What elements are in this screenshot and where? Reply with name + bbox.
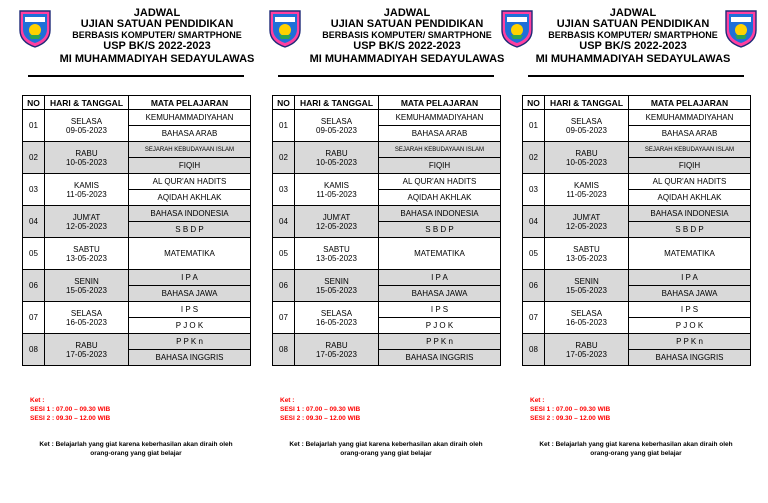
- title-line-2: UJIAN SATUAN PENDIDIKAN: [330, 18, 484, 30]
- motivation-line-2: orang-orang yang giat belajar: [340, 450, 432, 457]
- table-row: [23, 302, 251, 318]
- subject-cell: KEMUHAMMADIYAHAN: [629, 110, 751, 126]
- day-label: SENIN: [74, 276, 99, 286]
- date-label: 17-05-2023: [66, 349, 107, 359]
- table-row: [273, 110, 501, 126]
- subject-cell: P J O K: [629, 318, 751, 334]
- subject-cell: S B D P: [629, 222, 751, 238]
- session-2: SESI 2 : 09.30 – 12.00 WIB: [280, 415, 361, 422]
- date-label: 12-05-2023: [566, 221, 607, 231]
- row-number: 06: [523, 270, 545, 302]
- subject-cell: P P K n: [129, 334, 251, 350]
- day-label: KAMIS: [324, 180, 349, 190]
- table-row: [23, 206, 251, 222]
- row-number: 08: [23, 334, 45, 366]
- row-number: 05: [273, 238, 295, 270]
- date-label: 17-05-2023: [566, 349, 607, 359]
- row-number: 01: [23, 110, 45, 142]
- table-row: [523, 238, 751, 270]
- day-date-cell: [295, 270, 379, 302]
- subject-cell: AQIDAH AKHLAK: [629, 190, 751, 206]
- row-number: 07: [523, 302, 545, 334]
- date-label: 10-05-2023: [566, 157, 607, 167]
- day-label: SENIN: [324, 276, 349, 286]
- table-row: [23, 238, 251, 270]
- title-line-3: BERBASIS KOMPUTER/ SMARTPHONE: [322, 30, 492, 40]
- day-date-cell: [545, 270, 629, 302]
- date-label: 16-05-2023: [316, 317, 357, 327]
- subject-cell: BAHASA ARAB: [129, 126, 251, 142]
- table-row: [523, 110, 751, 126]
- col-header-day: HARI & TANGGAL: [545, 96, 629, 110]
- subject-cell: S B D P: [379, 222, 501, 238]
- session-2: SESI 2 : 09.30 – 12.00 WIB: [530, 415, 611, 422]
- subject-cell: BAHASA ARAB: [379, 126, 501, 142]
- day-label: RABU: [325, 340, 348, 350]
- motivation-line-1: Ket : Belajarlah yang giat karena keberhasilan akan diraih oleh: [289, 441, 483, 448]
- subject-cell: BAHASA INDONESIA: [379, 206, 501, 222]
- schedule-card-2: [268, 0, 504, 503]
- subject-cell: BAHASA INGGRIS: [629, 350, 751, 366]
- date-label: 16-05-2023: [66, 317, 107, 327]
- table-header-row: [523, 96, 751, 110]
- day-date-cell: [295, 174, 379, 206]
- date-label: 13-05-2023: [316, 253, 357, 263]
- table-row: [273, 334, 501, 350]
- day-date-cell: [45, 334, 129, 366]
- day-date-cell: [295, 206, 379, 238]
- col-header-subject: MATA PELAJARAN: [379, 96, 501, 110]
- subject-cell: AQIDAH AKHLAK: [129, 190, 251, 206]
- date-label: 09-05-2023: [66, 125, 107, 135]
- subject-cell: I P S: [129, 302, 251, 318]
- row-number: 08: [523, 334, 545, 366]
- row-number: 02: [273, 142, 295, 174]
- day-label: SABTU: [73, 244, 100, 254]
- subject-cell: BAHASA INGGRIS: [379, 350, 501, 366]
- session-1: SESI 1 : 07.00 – 09.30 WIB: [30, 406, 111, 413]
- date-label: 15-05-2023: [66, 285, 107, 295]
- col-header-day: HARI & TANGGAL: [295, 96, 379, 110]
- table-row: [23, 174, 251, 190]
- day-date-cell: [295, 110, 379, 142]
- header-divider: [528, 75, 744, 77]
- subject-cell: MATEMATIKA: [379, 238, 501, 270]
- row-number: 01: [523, 110, 545, 142]
- subject-cell: I P A: [129, 270, 251, 286]
- day-date-cell: [545, 238, 629, 270]
- day-label: RABU: [75, 340, 98, 350]
- day-label: SELASA: [70, 308, 103, 318]
- title-line-4: USP BK/S 2022-2023: [103, 40, 211, 52]
- table-row: [523, 174, 751, 190]
- subject-cell: AL QUR'AN HADITS: [629, 174, 751, 190]
- table-row: [523, 142, 751, 158]
- schedule-table: [272, 95, 501, 366]
- session-notes: [280, 396, 360, 423]
- motivation-line-2: orang-orang yang giat belajar: [90, 450, 182, 457]
- row-number: 04: [23, 206, 45, 238]
- header-divider: [278, 75, 494, 77]
- motivation-note: [518, 440, 754, 458]
- col-header-subject: MATA PELAJARAN: [129, 96, 251, 110]
- title-line-1: JADWAL: [383, 7, 431, 19]
- day-date-cell: [545, 174, 629, 206]
- date-label: 12-05-2023: [316, 221, 357, 231]
- col-header-no: NO: [23, 96, 45, 110]
- date-label: 17-05-2023: [316, 349, 357, 359]
- day-label: SELASA: [570, 116, 603, 126]
- col-header-no: NO: [523, 96, 545, 110]
- subject-cell: KEMUHAMMADIYAHAN: [379, 110, 501, 126]
- notes-label: Ket :: [530, 397, 545, 404]
- table-row: [23, 110, 251, 126]
- subject-cell: BAHASA INGGRIS: [129, 350, 251, 366]
- schedule-title-block: [54, 8, 260, 66]
- date-label: 09-05-2023: [566, 125, 607, 135]
- day-date-cell: [545, 142, 629, 174]
- subject-cell: P P K n: [629, 334, 751, 350]
- date-label: 10-05-2023: [66, 157, 107, 167]
- subject-cell: FIQIH: [379, 158, 501, 174]
- day-label: SABTU: [573, 244, 600, 254]
- table-header-row: [23, 96, 251, 110]
- row-number: 01: [273, 110, 295, 142]
- subject-cell: MATEMATIKA: [629, 238, 751, 270]
- row-number: 03: [523, 174, 545, 206]
- school-name: MI MUHAMMADIYAH SEDAYULAWAS: [309, 53, 505, 65]
- title-line-4: USP BK/S 2022-2023: [353, 40, 461, 52]
- title-line-1: JADWAL: [133, 7, 181, 19]
- schedule-card-1: [18, 0, 254, 503]
- day-label: JUM'AT: [322, 212, 351, 222]
- subject-cell: I P S: [629, 302, 751, 318]
- subject-cell: AQIDAH AKHLAK: [379, 190, 501, 206]
- day-label: SELASA: [70, 116, 103, 126]
- day-date-cell: [545, 206, 629, 238]
- school-crest-icon: [500, 8, 534, 48]
- table-row: [273, 142, 501, 158]
- table-row: [23, 142, 251, 158]
- subject-cell: FIQIH: [629, 158, 751, 174]
- day-label: SELASA: [320, 308, 353, 318]
- subject-cell: P J O K: [379, 318, 501, 334]
- subject-cell: AL QUR'AN HADITS: [379, 174, 501, 190]
- row-number: 04: [273, 206, 295, 238]
- subject-cell: SEJARAH KEBUDAYAAN ISLAM: [129, 142, 251, 158]
- date-label: 11-05-2023: [566, 189, 607, 199]
- subject-cell: I P S: [379, 302, 501, 318]
- table-row: [523, 270, 751, 286]
- notes-label: Ket :: [30, 397, 45, 404]
- day-date-cell: [545, 110, 629, 142]
- table-row: [523, 302, 751, 318]
- date-label: 15-05-2023: [566, 285, 607, 295]
- date-label: 12-05-2023: [66, 221, 107, 231]
- school-name: MI MUHAMMADIYAH SEDAYULAWAS: [59, 53, 255, 65]
- date-label: 15-05-2023: [316, 285, 357, 295]
- session-2: SESI 2 : 09.30 – 12.00 WIB: [30, 415, 111, 422]
- col-header-day: HARI & TANGGAL: [45, 96, 129, 110]
- session-notes: [30, 396, 110, 423]
- schedule-title-block: [304, 8, 510, 66]
- motivation-line-2: orang-orang yang giat belajar: [590, 450, 682, 457]
- title-line-2: UJIAN SATUAN PENDIDIKAN: [556, 18, 710, 30]
- school-crest-icon: [268, 8, 302, 48]
- table-row: [23, 270, 251, 286]
- col-header-subject: MATA PELAJARAN: [629, 96, 751, 110]
- title-line-4: USP BK/S 2022-2023: [579, 40, 687, 52]
- day-date-cell: [45, 206, 129, 238]
- title-line-3: BERBASIS KOMPUTER/ SMARTPHONE: [72, 30, 242, 40]
- row-number: 06: [273, 270, 295, 302]
- subject-cell: BAHASA JAWA: [129, 286, 251, 302]
- table-row: [273, 174, 501, 190]
- row-number: 02: [523, 142, 545, 174]
- motivation-line-1: Ket : Belajarlah yang giat karena keberhasilan akan diraih oleh: [539, 441, 733, 448]
- day-label: SABTU: [323, 244, 350, 254]
- date-label: 13-05-2023: [566, 253, 607, 263]
- title-line-3: BERBASIS KOMPUTER/ SMARTPHONE: [548, 30, 718, 40]
- row-number: 05: [523, 238, 545, 270]
- row-number: 05: [23, 238, 45, 270]
- row-number: 02: [23, 142, 45, 174]
- subject-cell: BAHASA INDONESIA: [129, 206, 251, 222]
- table-row: [523, 334, 751, 350]
- table-row: [273, 206, 501, 222]
- subject-cell: BAHASA INDONESIA: [629, 206, 751, 222]
- day-label: RABU: [575, 340, 598, 350]
- date-label: 11-05-2023: [66, 189, 107, 199]
- title-line-1: JADWAL: [609, 7, 657, 19]
- day-date-cell: [295, 238, 379, 270]
- col-header-no: NO: [273, 96, 295, 110]
- subject-cell: BAHASA JAWA: [629, 286, 751, 302]
- row-number: 06: [23, 270, 45, 302]
- day-date-cell: [45, 142, 129, 174]
- schedule-table: [22, 95, 251, 366]
- table-header-row: [273, 96, 501, 110]
- row-number: 07: [273, 302, 295, 334]
- day-date-cell: [545, 334, 629, 366]
- row-number: 03: [273, 174, 295, 206]
- motivation-line-1: Ket : Belajarlah yang giat karena keberhasilan akan diraih oleh: [39, 441, 233, 448]
- day-date-cell: [45, 238, 129, 270]
- day-date-cell: [545, 302, 629, 334]
- day-date-cell: [295, 302, 379, 334]
- title-line-2: UJIAN SATUAN PENDIDIKAN: [80, 18, 234, 30]
- subject-cell: BAHASA ARAB: [629, 126, 751, 142]
- date-label: 10-05-2023: [316, 157, 357, 167]
- session-notes: [530, 396, 610, 423]
- motivation-note: [268, 440, 504, 458]
- schedule-table: [522, 95, 751, 366]
- subject-cell: I P A: [629, 270, 751, 286]
- day-date-cell: [295, 334, 379, 366]
- table-row: [273, 238, 501, 270]
- day-label: RABU: [325, 148, 348, 158]
- row-number: 07: [23, 302, 45, 334]
- day-label: JUM'AT: [72, 212, 101, 222]
- subject-cell: BAHASA JAWA: [379, 286, 501, 302]
- date-label: 09-05-2023: [316, 125, 357, 135]
- school-name: MI MUHAMMADIYAH SEDAYULAWAS: [535, 53, 731, 65]
- subject-cell: SEJARAH KEBUDAYAAN ISLAM: [629, 142, 751, 158]
- row-number: 04: [523, 206, 545, 238]
- day-label: SENIN: [574, 276, 599, 286]
- session-1: SESI 1 : 07.00 – 09.30 WIB: [280, 406, 361, 413]
- row-number: 08: [273, 334, 295, 366]
- subject-cell: AL QUR'AN HADITS: [129, 174, 251, 190]
- day-label: RABU: [75, 148, 98, 158]
- day-date-cell: [45, 270, 129, 302]
- day-date-cell: [45, 302, 129, 334]
- header-divider: [28, 75, 244, 77]
- subject-cell: P P K n: [379, 334, 501, 350]
- day-label: KAMIS: [74, 180, 99, 190]
- subject-cell: MATEMATIKA: [129, 238, 251, 270]
- date-label: 16-05-2023: [566, 317, 607, 327]
- table-row: [273, 270, 501, 286]
- day-date-cell: [45, 110, 129, 142]
- day-date-cell: [45, 174, 129, 206]
- date-label: 13-05-2023: [66, 253, 107, 263]
- notes-label: Ket :: [280, 397, 295, 404]
- schedule-title-block: [530, 8, 736, 66]
- day-label: JUM'AT: [572, 212, 601, 222]
- day-label: RABU: [575, 148, 598, 158]
- subject-cell: S B D P: [129, 222, 251, 238]
- subject-cell: I P A: [379, 270, 501, 286]
- day-label: SELASA: [320, 116, 353, 126]
- day-label: SELASA: [570, 308, 603, 318]
- subject-cell: FIQIH: [129, 158, 251, 174]
- subject-cell: KEMUHAMMADIYAHAN: [129, 110, 251, 126]
- school-crest-icon: [18, 8, 52, 48]
- day-label: KAMIS: [574, 180, 599, 190]
- date-label: 11-05-2023: [316, 189, 357, 199]
- table-row: [273, 302, 501, 318]
- day-date-cell: [295, 142, 379, 174]
- session-1: SESI 1 : 07.00 – 09.30 WIB: [530, 406, 611, 413]
- subject-cell: P J O K: [129, 318, 251, 334]
- motivation-note: [18, 440, 254, 458]
- schedule-card-3: [518, 0, 754, 503]
- row-number: 03: [23, 174, 45, 206]
- table-row: [523, 206, 751, 222]
- subject-cell: SEJARAH KEBUDAYAAN ISLAM: [379, 142, 501, 158]
- table-row: [23, 334, 251, 350]
